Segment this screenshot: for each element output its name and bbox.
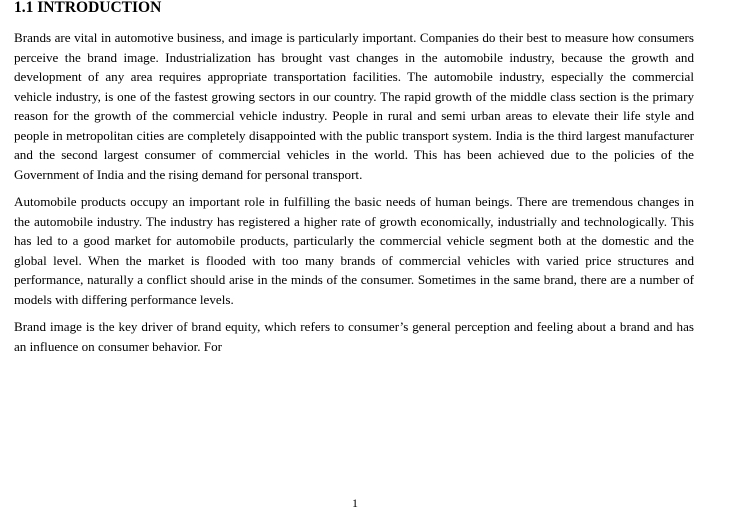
section-heading: 1.1 INTRODUCTION <box>14 0 162 16</box>
paragraph-brand-image: Brand image is the key driver of brand equity, which refers to consumer’s general perception and feeling about a brand and has an influence on consumer behavior. For <box>14 319 694 354</box>
paragraph-brands-automotive: Brands are vital in automotive business, and image is particularly important. Companies do their best to measure how consumers perceive the brand image. Industrialization has brought vast changes in the automobile industry, because the growth and development of any area requires appropriate transportation facilities. The automobile industry, especially the commercial vehicle industry, is one of the fastest growing sectors in our country. The rapid growth of the middle class section is the primary reason for the growth of the commercial vehicle industry. People in rural and semi urban areas to elevate their life style and people in metropolitan cities are completely disappointed with the public transport system. India is the third largest manufacturer and the second largest consumer of commercial vehicles in the world. This has been achieved due to the policies of the Government of India and the rising demand for personal transport. <box>14 30 694 182</box>
document-page <box>14 0 694 356</box>
paragraph-automobile-products: Automobile products occupy an important role in fulfilling the basic needs of human beings. There are tremendous changes in the automobile industry. The industry has registered a higher rate of growth economically, industrially and technologically. This has led to a good market for automobile products, particularly the commercial vehicle segment both at the domestic and the global level. When the market is flooded with too many brands of commercial vehicles with varied price structures and performance, naturally a conflict should arise in the minds of the consumer. Sometimes in the same brand, there are a number of models with differing performance levels. <box>14 194 694 307</box>
page-number: 1 <box>352 496 358 510</box>
